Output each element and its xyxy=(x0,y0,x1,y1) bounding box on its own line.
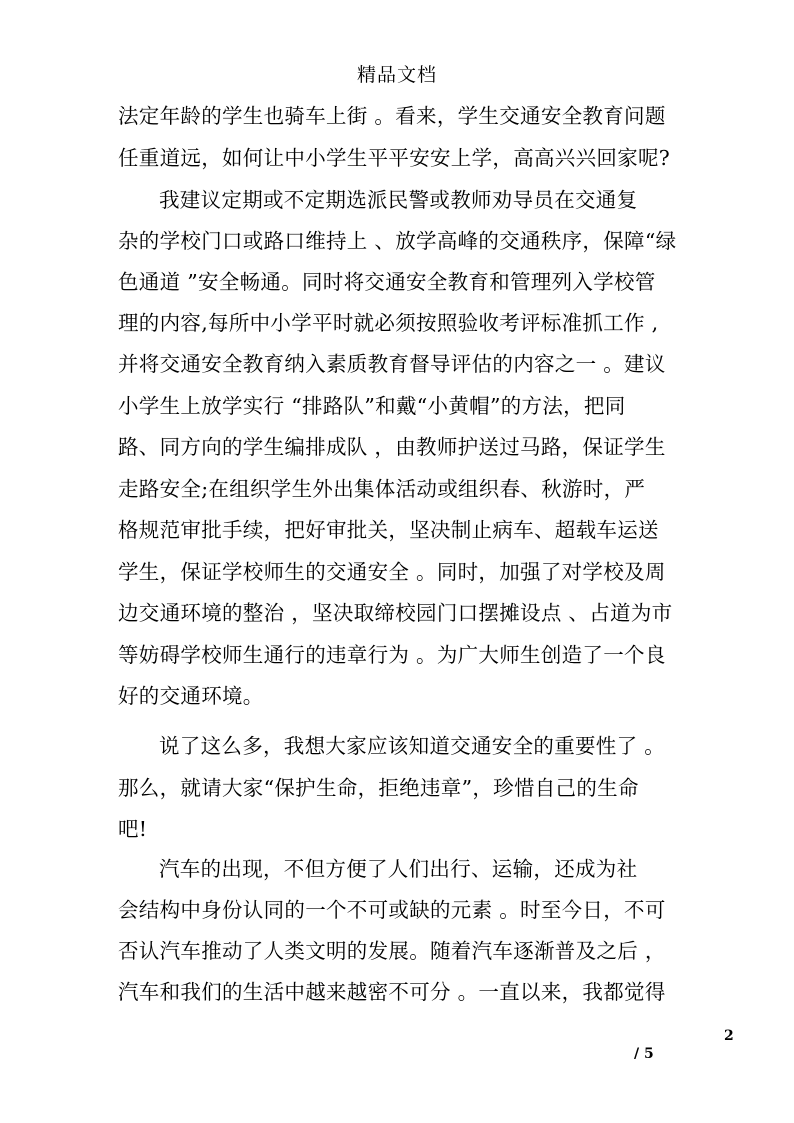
text-line: 杂的学校门口或路口维持上 、放学高峰的交通秩序，保障“绿 xyxy=(118,229,677,253)
page-total: / 5 xyxy=(634,1046,654,1062)
text-line: 格规范审批手续，把好审批关，坚决制止病车、超载车运送 xyxy=(118,518,659,542)
text-line: 小学生上放学实行 “排路队”和戴“小黄帽”的方法，把同 xyxy=(118,394,626,418)
text-line: 会结构中身份认同的一个不可或缺的元素 。时至今日，不可 xyxy=(118,898,666,922)
text-line: 那么，就请大家“保护生命，拒绝违章”，珍惜自己的生命 xyxy=(118,776,639,800)
text-line: 我建议定期或不定期选派民警或教师劝导员在交通复 xyxy=(159,188,638,212)
page-header-title: 精品文档 xyxy=(356,64,437,86)
text-line: 说了这么多，我想大家应该知道交通安全的重要性了 。 xyxy=(159,734,666,758)
text-line: 走路安全;在组织学生外出集体活动或组织春、秋游时，严 xyxy=(118,477,646,501)
text-line: 任重道远，如何让中小学生平平安安上学，高高兴兴回家呢? xyxy=(118,146,671,170)
text-line: 色通道 ”安全畅通。同时将交通安全教育和管理列入学校管 xyxy=(118,270,656,294)
text-line: 等妨碍学校师生通行的违章行为 。为广大师生创造了一个良 xyxy=(118,643,666,667)
text-line: 吧! xyxy=(118,817,148,841)
text-line: 边交通环境的整治 ，坚决取缔校园门口摆摊设点 、占道为市 xyxy=(118,601,673,625)
text-line: 法定年龄的学生也骑车上街 。看来，学生交通安全教育问题 xyxy=(118,104,666,128)
text-line: 路、同方向的学生编排成队 ，由教师护送过马路，保证学生 xyxy=(118,435,666,459)
text-line: 汽车和我们的生活中越来越密不可分 。一直以来，我都觉得 xyxy=(118,980,666,1004)
page-number: 2 xyxy=(724,1028,734,1044)
text-line: 否认汽车推动了人类文明的发展。随着汽车逐渐普及之后 ， xyxy=(118,939,666,963)
text-line: 好的交通环境。 xyxy=(118,684,264,708)
text-line: 汽车的出现，不但方便了人们出行、运输，还成为社 xyxy=(159,857,638,881)
text-line: 并将交通安全教育纳入素质教育督导评估的内容之一 。建议 xyxy=(118,352,666,376)
text-line: 学生，保证学校师生的交通安全 。同时，加强了对学校及周 xyxy=(118,560,666,584)
text-line: 理的内容,每所中小学平时就必须按照验收考评标准抓工作 , xyxy=(118,311,659,335)
